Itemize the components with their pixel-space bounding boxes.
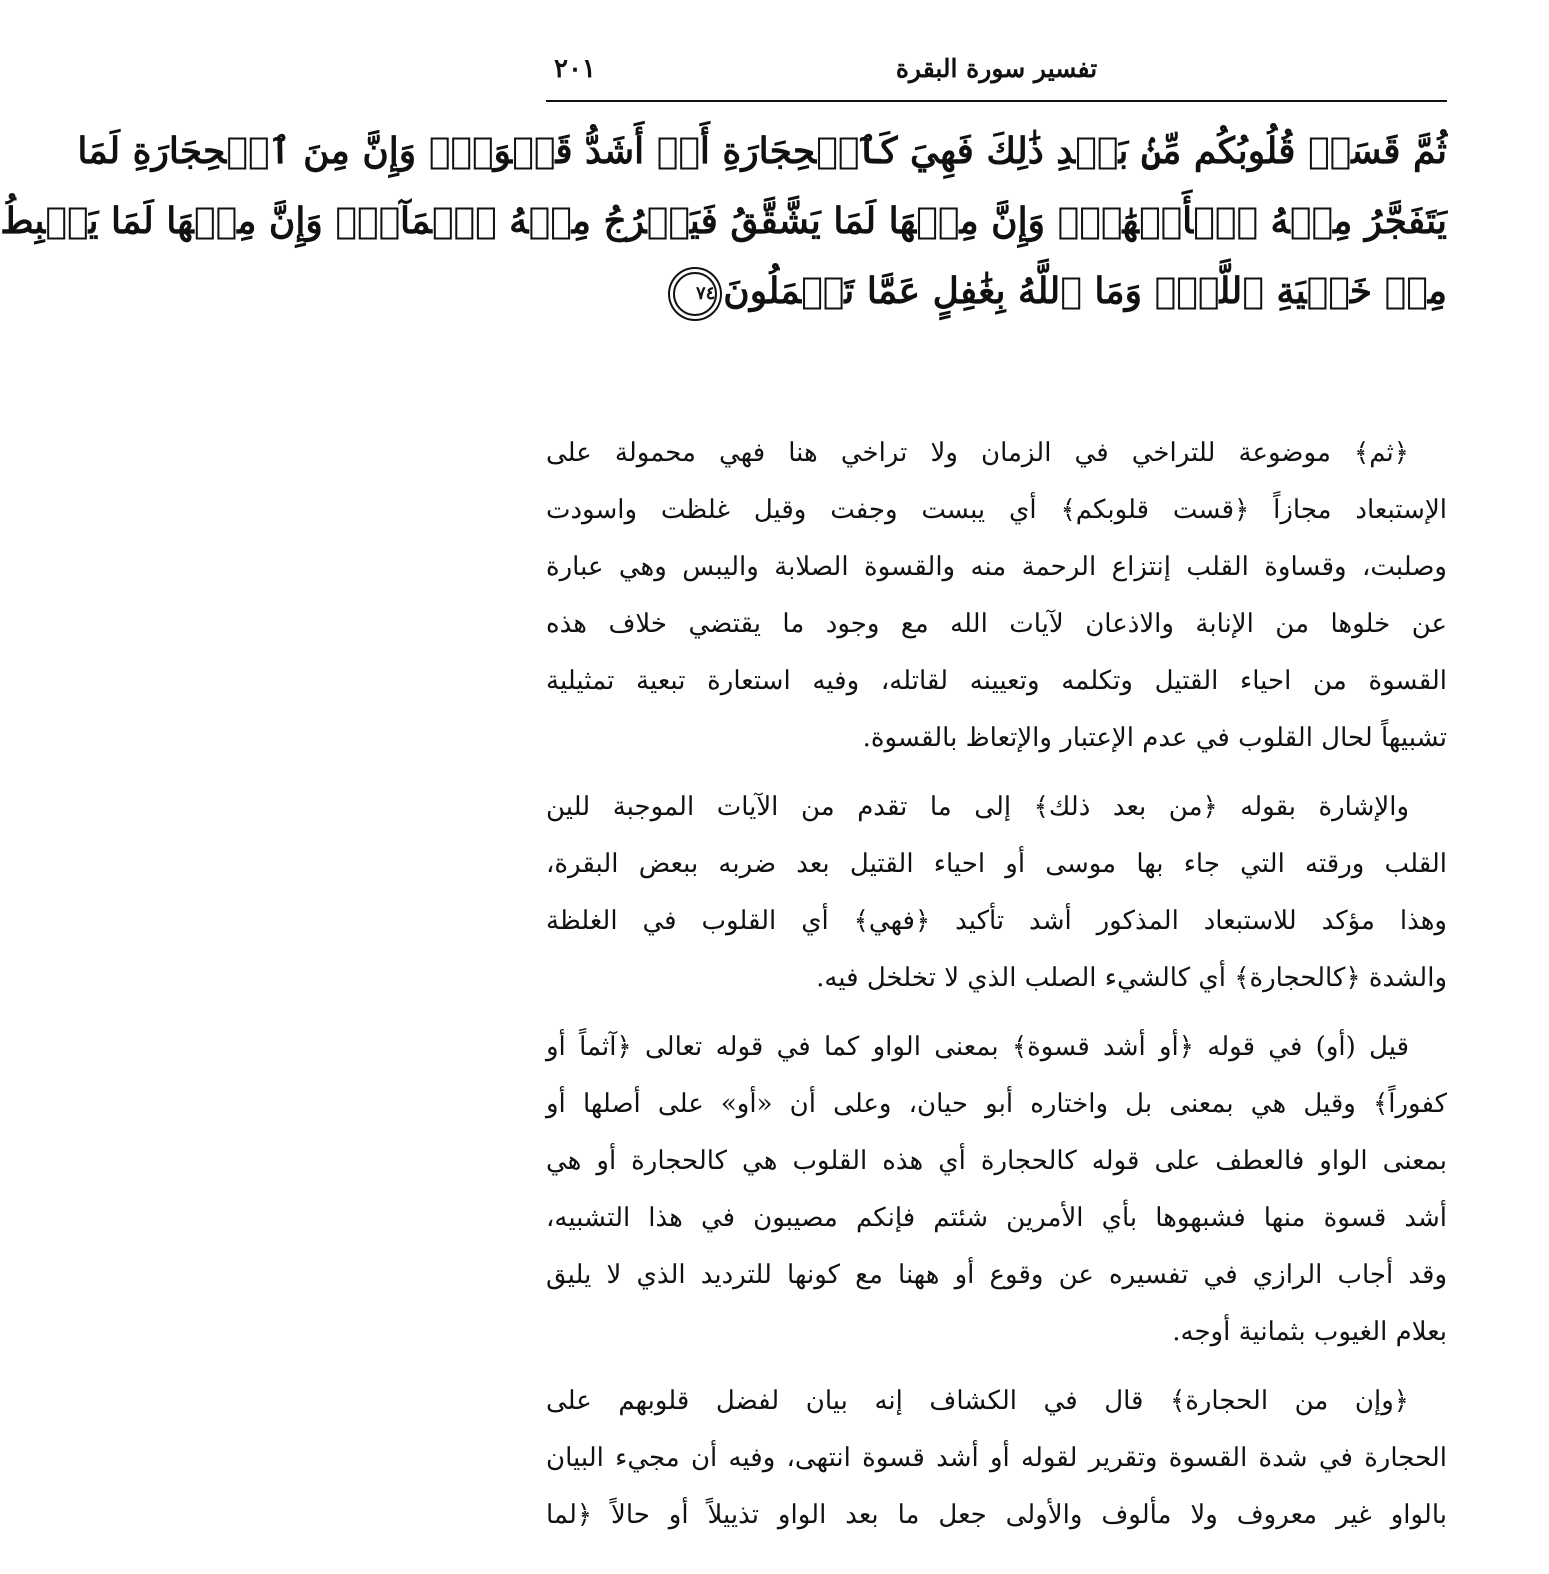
ayah-number-marker: ٧٤	[673, 272, 717, 316]
commentary-paragraph	[546, 425, 1447, 767]
verse-line	[546, 256, 1447, 326]
commentary-paragraph	[546, 1019, 1447, 1361]
text-line: عن خلوها من الإنابة والاذعان لآيات الله مع وجود ما يقتضي خلاف هذه	[546, 609, 1447, 639]
verse-line: ثُمَّ قَسَتۡ قُلُوبُكُم مِّنۢ بَعۡدِ ذَٰلِكَ فَهِيَ كَٱلۡحِجَارَةِ أَوۡ أَشَدُّ قَسۡوَةٗۚ وَإِنَّ مِنَ ٱلۡحِجَارَةِ لَمَا	[77, 130, 1447, 172]
commentary-paragraph	[546, 1373, 1447, 1544]
text-line: ﴿ثم﴾ موضوعة للتراخي في الزمان ولا تراخي هنا فهي محمولة على	[546, 438, 1409, 468]
text-line: بالواو غير معروف ولا مألوف والأولى جعل ما بعد الواو تذييلاً أو حالاً ﴿لما	[546, 1500, 1447, 1530]
text-line: القلب ورقته التي جاء بها موسى أو احياء القتيل بعد ضربه ببعض البقرة،	[546, 849, 1447, 879]
text-line: والإشارة بقوله ﴿من بعد ذلك﴾ إلى ما تقدم من الآيات الموجبة للين	[546, 792, 1409, 822]
text-line: وصلبت، وقساوة القلب إنتزاع الرحمة منه والقسوة الصلابة واليبس وهي عبارة	[546, 552, 1447, 582]
verse-line: يَتَفَجَّرُ مِنۡهُ ٱلۡأَنۡهَٰرُۚ وَإِنَّ مِنۡهَا لَمَا يَشَّقَّقُ فَيَخۡرُجُ مِنۡهُ ٱلۡمَآءُۚ وَإِنَّ مِنۡهَا لَمَا يَهۡبِطُ	[0, 200, 1447, 242]
text-line: بمعنى الواو فالعطف على قوله كالحجارة أي هذه القلوب هي كالحجارة أو هي	[546, 1146, 1447, 1176]
commentary-paragraph	[546, 779, 1447, 1007]
page-header	[546, 52, 1447, 102]
commentary-body	[546, 425, 1447, 1556]
text-line: وقد أجاب الرازي في تفسيره عن وقوع أو ههنا مع كونها للترديد الذي لا يليق	[546, 1260, 1447, 1290]
text-line: والشدة ﴿كالحجارة﴾ أي كالشيء الصلب الذي لا تخلخل فيه.	[816, 963, 1447, 993]
text-line: ﴿وإن من الحجارة﴾ قال في الكشاف إنه بيان لفضل قلوبهم على	[546, 1386, 1409, 1416]
text-line: القسوة من احياء القتيل وتكلمه وتعيينه لقاتله، وفيه استعارة تبعية تمثيلية	[546, 666, 1447, 696]
quran-verse	[0, 116, 1447, 326]
text-line: الحجارة في شدة القسوة وتقرير لقوله أو أشد قسوة انتهى، وفيه أن مجيء البيان	[546, 1443, 1447, 1473]
running-title: تفسير سورة البقرة	[895, 54, 1098, 83]
text-line: وهذا مؤكد للاستبعاد المذكور أشد تأكيد ﴿فهي﴾ أي القلوب في الغلظة	[546, 906, 1447, 936]
verse-line-text: مِنۡ خَشۡيَةِ ٱللَّهِۗ وَمَا ٱللَّهُ بِغَٰفِلٍ عَمَّا تَعۡمَلُونَ	[723, 270, 1447, 312]
page-number: ٢٠١	[554, 54, 596, 84]
text-line: قيل (أو) في قوله ﴿أو أشد قسوة﴾ بمعنى الواو كما في قوله تعالى ﴿آثماً أو	[546, 1032, 1409, 1062]
text-line: الإستبعاد مجازاً ﴿قست قلوبكم﴾ أي يبست وجفت وقيل غلظت واسودت	[546, 495, 1447, 525]
text-line: بعلام الغيوب بثمانية أوجه.	[1172, 1317, 1447, 1347]
text-line: تشبيهاً لحال القلوب في عدم الإعتبار والإتعاظ بالقسوة.	[862, 723, 1447, 753]
text-line: أشد قسوة منها فشبهوها بأي الأمرين شئتم فإنكم مصيبون في هذا التشبيه،	[546, 1203, 1447, 1233]
text-line: كفوراً﴾ وقيل هي بمعنى بل واختاره أبو حيان، وعلى أن «أو» على أصلها أو	[546, 1089, 1447, 1119]
header-divider	[546, 100, 1447, 102]
